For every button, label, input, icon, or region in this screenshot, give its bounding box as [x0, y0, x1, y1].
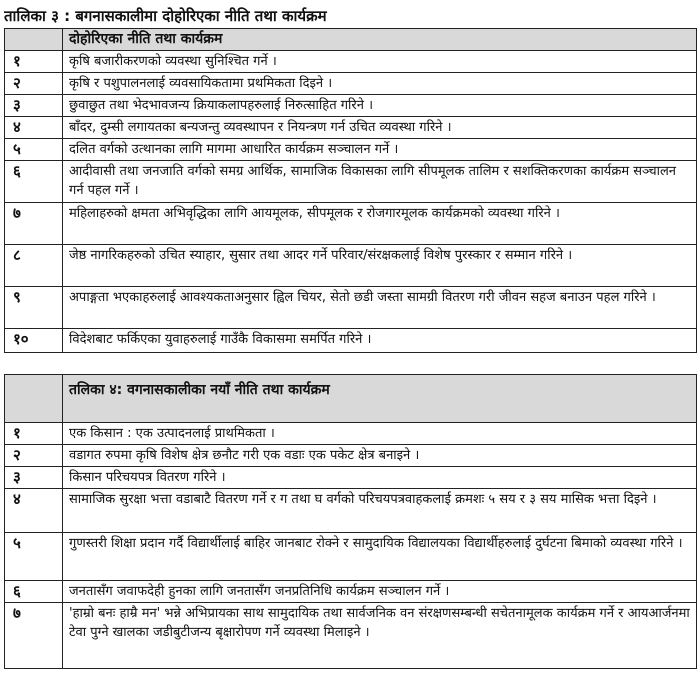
row-number: २	[5, 73, 63, 95]
row-number: ७	[5, 603, 63, 669]
row-text: कृषि र पशुपालनलाई व्यवसायिकतामा प्रथमिकता दिइने ।	[63, 73, 697, 95]
row-text: एक किसान : एक उत्पादनलाई प्राथमिकता ।	[63, 423, 697, 445]
table-row	[5, 139, 697, 161]
row-text: सामाजिक सुरक्षा भत्ता वडाबाटै वितरण गर्ने र ग तथा घ वर्गको परिचयपत्रवाहकलाई क्रमशः ५ सय र ३ सय मासिक भत्ता दिइने ।	[63, 489, 697, 533]
row-text: छुवाछुत तथा भेदभावजन्य क्रियाकलापहरुलाई निरुत्साहित गरिने ।	[63, 95, 697, 117]
table-row	[5, 329, 697, 353]
row-number: ३	[5, 95, 63, 117]
table-3	[4, 28, 697, 353]
row-text: गुणस्तरी शिक्षा प्रदान गर्दै विद्यार्थीलाई बाहिर जानबाट रोक्ने र सामुदायिक विद्यालयका विद्यार्थीहरुलाई दुर्घटना बिमाको व्यवस्था गरिने ।	[63, 533, 697, 581]
row-number: ८	[5, 245, 63, 287]
row-text: जनतासँग जवाफदेही हुनका लागि जनतासँग जनप्रतिनिधि कार्यक्रम सञ्चालन गर्ने ।	[63, 581, 697, 603]
row-number: ९	[5, 287, 63, 329]
row-text: 'हाम्रो बनः हाम्रै मन' भन्ने अभिप्रायका साथ सामुदायिक तथा सार्वजनिक वन संरक्षणसम्बन्धी सचेतनामूलक कार्यक्रम गर्ने र आयआर्जनमा टेवा पुग्ने खालका जडीबुटीजन्य बृक्षारोपण गर्ने व्यवस्था मिलाइने ।	[63, 603, 697, 669]
row-number: ५	[5, 533, 63, 581]
table-row	[5, 533, 697, 581]
table-row	[5, 245, 697, 287]
header-num-cell	[5, 375, 63, 423]
row-text: बाँदर, दुम्सी लगायतका बन्यजन्तु व्यवस्थापन र नियन्त्रण गर्न उचित व्यवस्था गरिने ।	[63, 117, 697, 139]
table-row	[5, 95, 697, 117]
row-number: ७	[5, 203, 63, 245]
row-text: किसान परिचयपत्र वितरण गरिने ।	[63, 467, 697, 489]
row-number: ५	[5, 139, 63, 161]
row-number: ३	[5, 467, 63, 489]
table-row	[5, 581, 697, 603]
table-header-row	[5, 375, 697, 423]
table-row	[5, 445, 697, 467]
row-number: १	[5, 423, 63, 445]
table4-header: तलिका ४: वगनासकालीका नयाँ नीति तथा कार्यक्रम	[63, 375, 697, 423]
table-4	[4, 374, 697, 669]
row-number: २	[5, 445, 63, 467]
row-text: जेष्ठ नागरिकहरुको उचित स्याहार, सुसार तथा आदर गर्ने परिवार/संरक्षकलाई विशेष पुरस्कार र सम्मान गरिने ।	[63, 245, 697, 287]
table-row	[5, 287, 697, 329]
row-text: विदेशबाट फर्किएका युवाहरुलाई गाउँकै विकासमा समर्पित गरिने ।	[63, 329, 697, 353]
row-text: महिलाहरुको क्षमता अभिवृद्धिका लागि आयमूलक, सीपमूलक र रोजगारमूलक कार्यक्रमको व्यवस्था गरिने ।	[63, 203, 697, 245]
table3-header: दोहोरिएका नीति तथा कार्यक्रम	[63, 29, 697, 51]
table3-caption: तालिका ३ : बगनासकालीमा दोहोरिएका नीति तथा कार्यक्रम	[4, 7, 327, 25]
table-row	[5, 489, 697, 533]
row-number: ४	[5, 489, 63, 533]
table-row	[5, 161, 697, 203]
table-header-row	[5, 29, 697, 51]
row-number: ६	[5, 581, 63, 603]
row-number: ६	[5, 161, 63, 203]
header-num-cell	[5, 29, 63, 51]
table-row	[5, 51, 697, 73]
row-text: अपाङ्गता भएकाहरुलाई आवश्यकताअनुसार ह्विल चियर, सेतो छडी जस्ता सामग्री वितरण गरी जीवन सहज बनाउन पहल गरिने ।	[63, 287, 697, 329]
row-number: ४	[5, 117, 63, 139]
table-row	[5, 117, 697, 139]
row-text: कृषि बजारीकरणको व्यवस्था सुनिश्चित गर्ने ।	[63, 51, 697, 73]
row-number: १	[5, 51, 63, 73]
table-row	[5, 73, 697, 95]
row-text: वडागत रुपमा कृषि विशेष क्षेत्र छनौट गरी एक वडाः एक पकेट क्षेत्र बनाइने ।	[63, 445, 697, 467]
table-row	[5, 423, 697, 445]
table-row	[5, 603, 697, 669]
row-text: दलित वर्गको उत्थानका लागि मागमा आधारित कार्यक्रम सञ्चालन गर्ने ।	[63, 139, 697, 161]
table-row	[5, 467, 697, 489]
row-text: आदीवासी तथा जनजाति वर्गको समग्र आर्थिक, सामाजिक विकासका लागि सीपमूलक तालिम र सशक्तिकरणका कार्यक्रम सञ्चालन गर्न पहल गर्ने ।	[63, 161, 697, 203]
row-number: १०	[5, 329, 63, 353]
table-row	[5, 203, 697, 245]
